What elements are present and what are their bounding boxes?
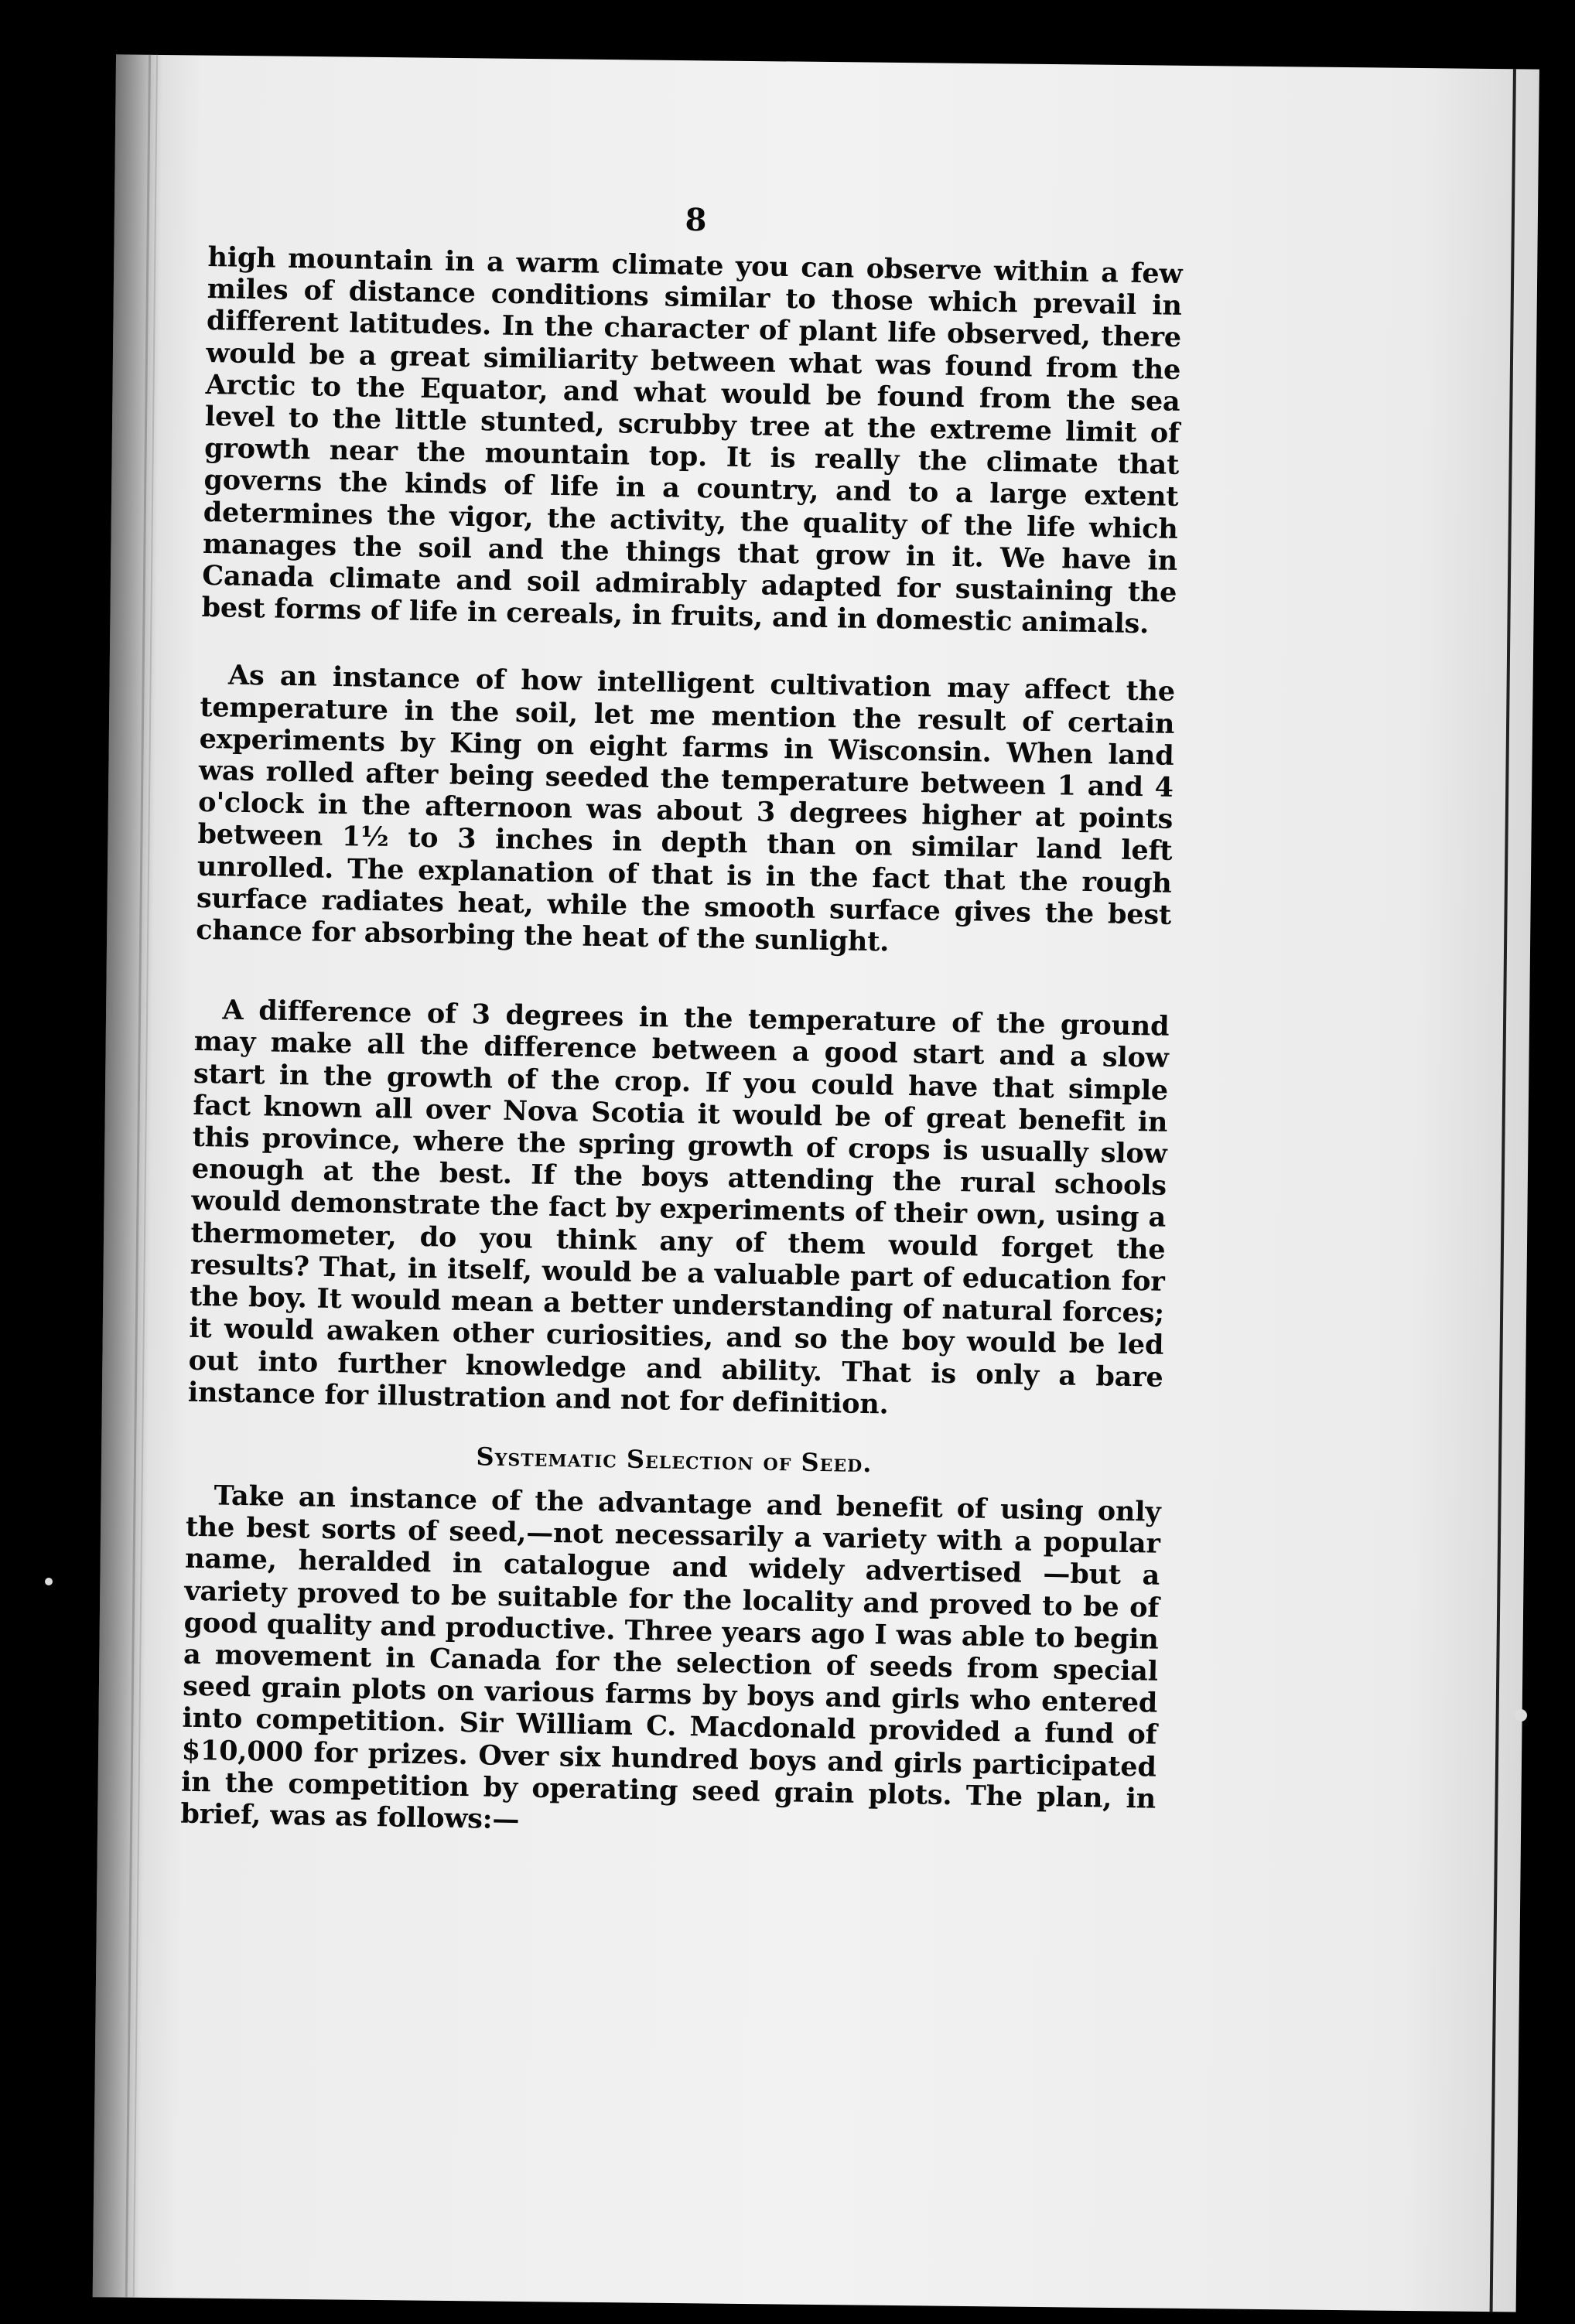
paragraph-temperature-difference: A difference of 3 degrees in the temperature of the ground may make all the difference between a good start and a slow start in the growth of the crop. If you could have that simple fact known all over Nova Scotia it would be of great benefit in this province, where the spring growth of crops is usually slow enough at the best. If the boys attending the rural schools would demonstrate the fact by experiments of their own, using a thermometer, do you think any of them would forget the results? That, in itself, would be a valuable part of education for the boy. It would mean a better understanding of natural forces; it would awaken other curiosities, and so the boy would be led out into further knowledge and ability. That is only a bare instance for illustration and not for definition. bbox=[187, 994, 1170, 1421]
scan-speck bbox=[1515, 1709, 1527, 1722]
page-text-block bbox=[180, 193, 1184, 1847]
scan-speck bbox=[45, 1578, 53, 1585]
page-edge-line bbox=[1490, 69, 1516, 2312]
binding-shadow bbox=[93, 54, 162, 2297]
section-heading: Systematic Selection of Seed. bbox=[476, 1442, 873, 1479]
page-number: 8 bbox=[685, 201, 707, 239]
paragraph-soil-temperature: As an instance of how intelligent cultivation may affect the temperature in the soil, let me mention the result of certain experiments by King on eight farms in Wisconsin. When land was rolled after being seeded the temperature between 1 and 4 o'clock in the afternoon was about 3 degrees higher at points between 1½ to 3 inches in depth than on similar land left unrolled. The explanation of that is in the fact that the rough surface radiates heat, while the smooth surface gives the best chance for absorbing the heat of the sunlight. bbox=[196, 659, 1176, 958]
paragraph-seed-selection: Take an instance of the advantage and benefit of using only the best sorts of seed,—not necessarily a variety with a popular name, heralded in catalogue and widely advertised —but a variety proved to be suitable for the locality and proved to be of good quality and productive. Three years ago I was able to begin a movement in Canada for the selection of seeds from special seed grain plots on various farms by boys and girls who entered into competition. Sir William C. Macdonald provided a fund of $10,000 for prizes. Over six hundred boys and girls participated in the competition by operating seed grain plots. The plan, in brief, was as follows:— bbox=[180, 1479, 1161, 1836]
paragraph-climate: high mountain in a warm climate you can observe within a few miles of distance conditions similar to those which prevail in different latitudes. In the character of plant life observed, there would be a great similiarity between what was found from the Arctic to the Equator, and what would be found from the sea level to the little stunted, scrubby tree at the extreme limit of growth near the mountain top. It is really the climate that governs the kinds of life in a country, and to a large extent determines the vigor, the activity, the quality of the life which manages the soil and the things that grow in it. We have in Canada climate and soil admirably adapted for sustaining the best forms of life in cereals, in fruits, and in domestic animals. bbox=[201, 241, 1183, 640]
